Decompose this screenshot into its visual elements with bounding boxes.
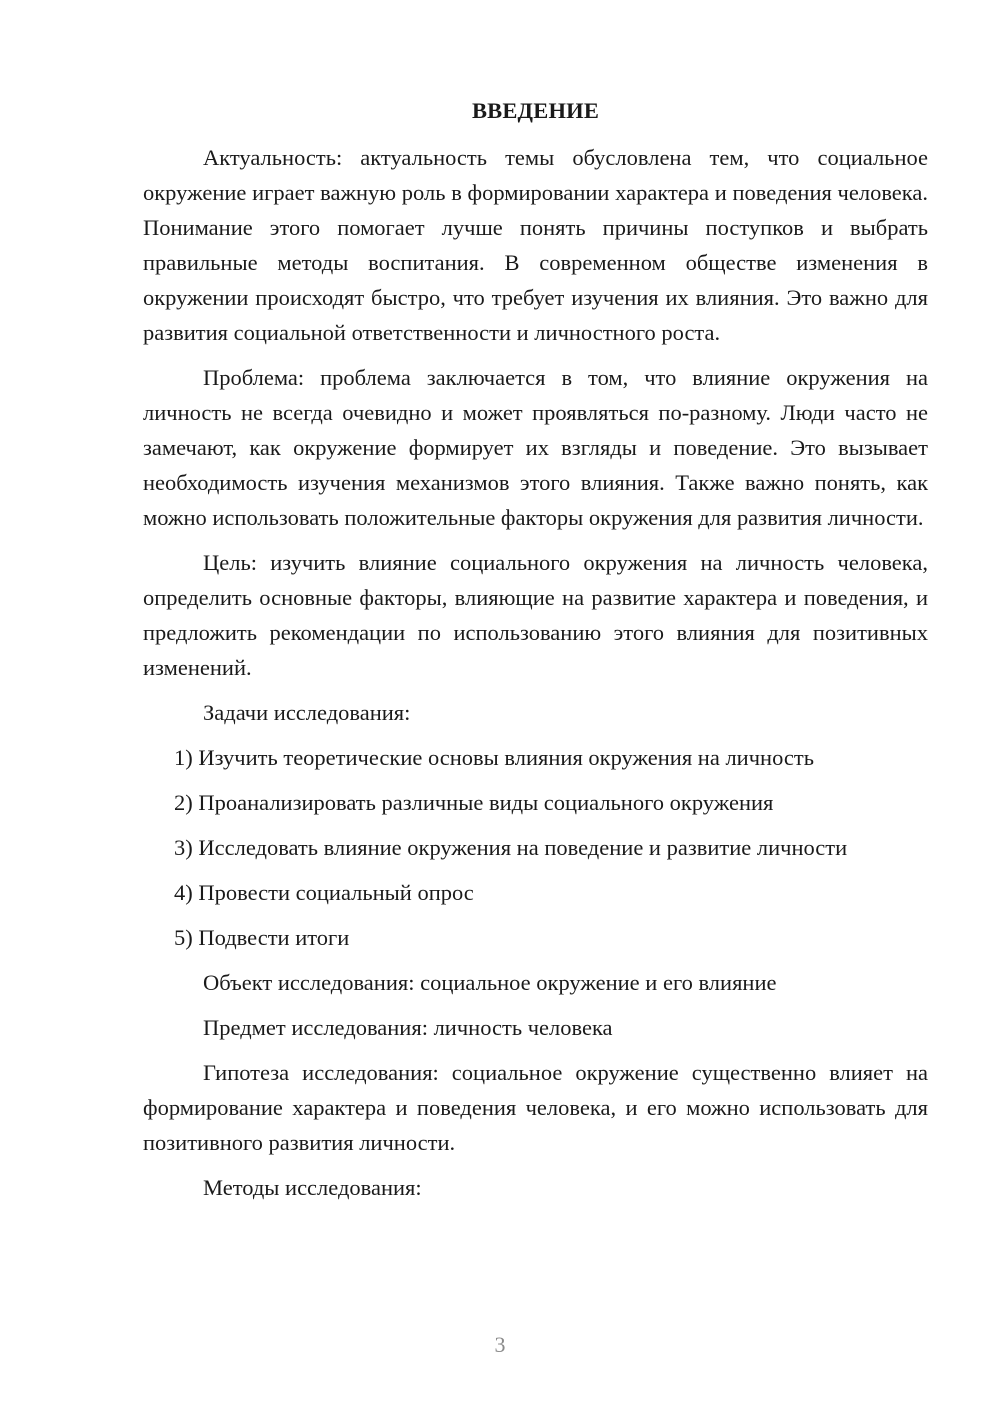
task-item-3: 3) Исследовать влияние окружения на поведение и развитие личности: [174, 835, 848, 860]
methods-heading: Методы исследования:: [203, 1175, 422, 1200]
task-item-1: 1) Изучить теоретические основы влияния окружения на личность: [174, 745, 814, 770]
task-item-2: 2) Проанализировать различные виды социального окружения: [174, 790, 774, 815]
goal-paragraph: Цель: изучить влияние социального окружения на личность человека, определить основные факторы, влияющие на развитие характера и поведения, и предложить рекомендации по использованию этого влияния для позитивных изменений.: [143, 550, 928, 680]
page-number: 3: [494, 1332, 506, 1357]
page-content: [143, 96, 928, 1215]
problem-paragraph: Проблема: проблема заключается в том, что влияние окружения на личность не всегда очевидно и может проявляться по-разному. Люди часто не замечают, как окружение формирует их взгляды и поведение. Это вызывает необходимость изучения механизмов этого влияния. Также важно понять, как можно использовать положительные факторы окружения для развития личности.: [143, 365, 928, 530]
tasks-heading: Задачи исследования:: [203, 700, 411, 725]
task-item-5: 5) Подвести итоги: [174, 925, 350, 950]
task-item-4: 4) Провести социальный опрос: [174, 880, 474, 905]
subject-line: Предмет исследования: личность человека: [203, 1015, 613, 1040]
hypothesis-paragraph: Гипотеза исследования: социальное окружение существенно влияет на формирование характера и поведения человека, и его можно использовать для позитивного развития личности.: [143, 1060, 928, 1155]
tasks-list: [143, 740, 928, 955]
page-title: ВВЕДЕНИЕ: [471, 98, 600, 123]
relevance-paragraph: Актуальность: актуальность темы обусловлена тем, что социальное окружение играет важную роль в формировании характера и поведения человека. Понимание этого помогает лучше понять причины поступков и выбрать правильные методы воспитания. В современном обществе изменения в окружении происходят быстро, что требует изучения их влияния. Это важно для развития социальной ответственности и личностного роста.: [143, 145, 928, 345]
object-line: Объект исследования: социальное окружение и его влияние: [203, 970, 777, 995]
